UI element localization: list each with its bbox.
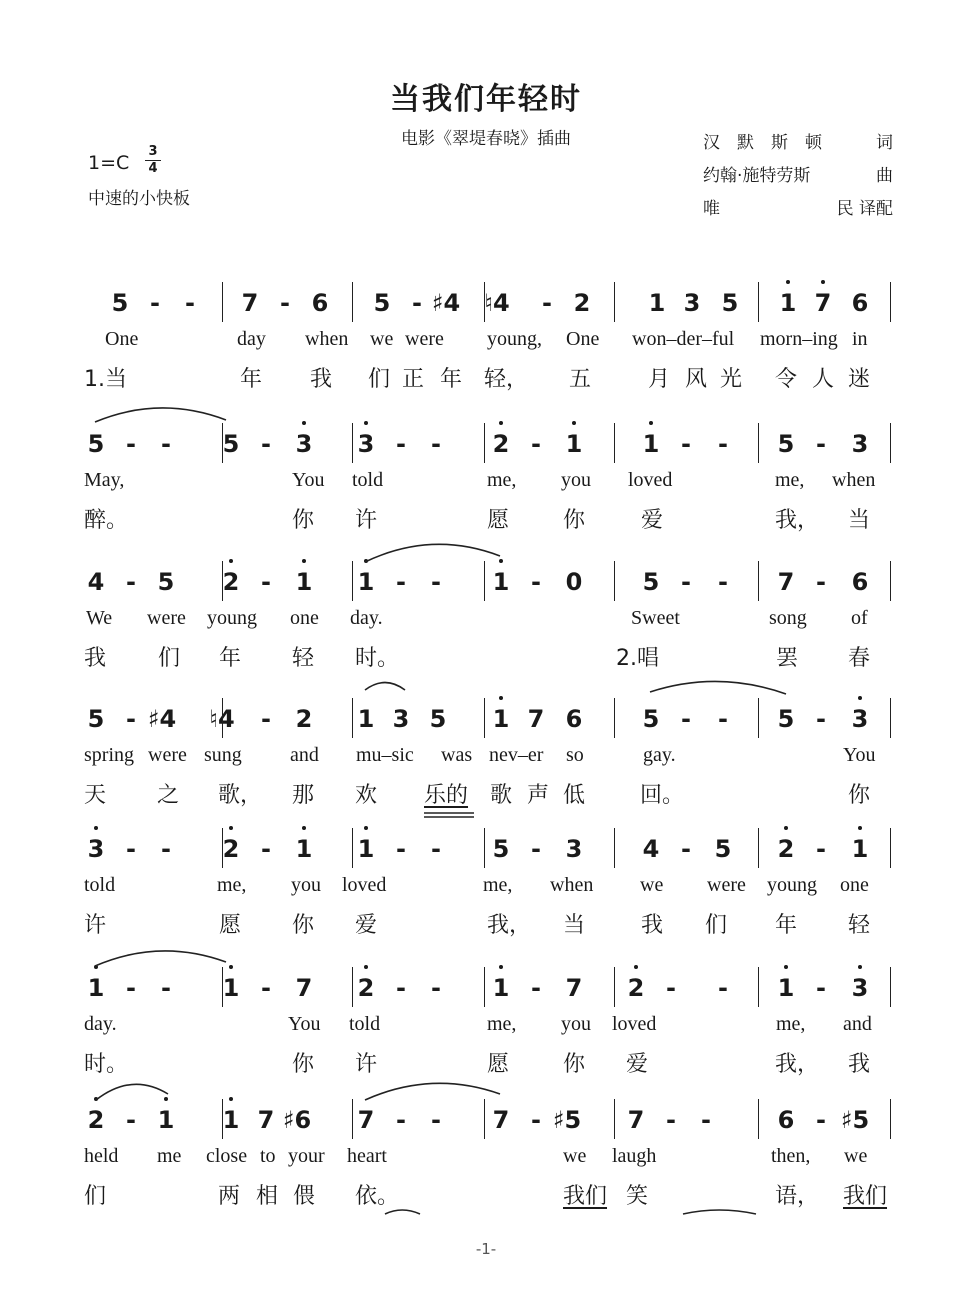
chinese-lyric: 光 [720, 367, 743, 392]
note: 1 [351, 834, 381, 864]
english-lyric: mu–sic [356, 744, 414, 766]
english-lyric: day [237, 328, 266, 350]
chinese-lyric: 们 [368, 367, 391, 392]
slur [95, 408, 226, 422]
english-lyric: then, [771, 1145, 811, 1167]
key-signature: 1=C [88, 152, 130, 174]
dash-note: - [718, 568, 728, 596]
chinese-lyric: 时。 [355, 646, 400, 671]
note: ♮4 [484, 289, 510, 317]
english-lyric: you [561, 469, 591, 491]
english-lyric: one [290, 607, 319, 629]
note: 7 [492, 1106, 510, 1134]
note: 5 [373, 289, 391, 317]
chinese-lyric: 时。 [84, 1052, 129, 1077]
chinese-lyric: 轻 [292, 646, 315, 671]
note: 1 [648, 289, 666, 317]
english-lyric: morn–ing [760, 328, 838, 350]
dash-note: - [531, 430, 541, 458]
note: 6 [851, 289, 869, 317]
dash-note: - [681, 568, 691, 596]
chinese-lyric: 乐的 [424, 783, 469, 808]
dash-note: - [816, 705, 826, 733]
english-lyric: were [148, 744, 187, 766]
chinese-lyric: 你 [292, 1052, 315, 1077]
note: 3 [81, 834, 111, 864]
dash-note: - [396, 974, 406, 1002]
english-lyric: when [305, 328, 349, 350]
english-lyric: close [206, 1145, 248, 1167]
note: ♯5 [552, 1106, 582, 1134]
chinese-lyric: 们 [84, 1184, 107, 1209]
note: 6 [851, 568, 869, 596]
dash-note: - [681, 705, 691, 733]
english-lyric: me [157, 1145, 182, 1167]
english-lyric: of [851, 607, 868, 629]
dash-note: - [816, 974, 826, 1002]
slur [365, 683, 405, 691]
note: 2 [486, 429, 516, 459]
chinese-lyric: 声 [527, 783, 550, 808]
english-lyric: nev–er [489, 744, 544, 766]
note: 7 [257, 1106, 275, 1134]
english-lyric: was [441, 744, 473, 766]
english-lyric: in [852, 328, 868, 350]
slur [650, 681, 786, 694]
dash-note: - [531, 974, 541, 1002]
english-lyric: told [349, 1013, 381, 1035]
english-lyric: Sweet [631, 607, 680, 629]
chinese-lyric: 我， [775, 508, 820, 533]
note: 7 [565, 974, 583, 1002]
english-lyric: gay. [643, 744, 676, 766]
english-lyric: you [291, 874, 321, 896]
english-lyric: when [832, 469, 876, 491]
note: 5 [721, 289, 739, 317]
english-lyric: day. [350, 607, 383, 629]
note: 2 [621, 973, 651, 1003]
note: 1 [216, 1105, 246, 1135]
chinese-lyric: 依。 [355, 1184, 400, 1209]
note: 4 [87, 568, 105, 596]
slur [365, 544, 500, 562]
chinese-lyric: 那 [292, 783, 315, 808]
chinese-lyric: 许 [355, 1052, 378, 1077]
chinese-lyric: 我们 [563, 1184, 608, 1209]
chinese-lyric: 许 [84, 913, 107, 938]
english-lyric: were [405, 328, 444, 350]
note: 5 [642, 705, 660, 733]
dash-note: - [531, 568, 541, 596]
note: 1 [351, 567, 381, 597]
english-lyric: were [147, 607, 186, 629]
note: 6 [565, 705, 583, 733]
note: 2 [771, 834, 801, 864]
english-lyric: told [84, 874, 116, 896]
credit-role: 词 [876, 133, 893, 153]
english-lyric: told [352, 469, 384, 491]
time-numerator: 3 [148, 144, 158, 159]
dash-note: - [185, 289, 195, 317]
note: 5 [111, 289, 129, 317]
dash-note: - [431, 430, 441, 458]
note: ♯6 [282, 1106, 312, 1134]
note: 3 [851, 430, 869, 458]
dash-note: - [261, 568, 271, 596]
chinese-lyric: 我们 [843, 1184, 888, 1209]
note: 5 [642, 568, 660, 596]
dash-note: - [126, 835, 136, 863]
note: 6 [311, 289, 329, 317]
slur [96, 1084, 168, 1100]
chinese-lyric: 欢 [355, 783, 378, 808]
english-lyric: your [288, 1145, 325, 1167]
chinese-lyric: 你 [848, 783, 871, 808]
note: 6 [777, 1106, 795, 1134]
note: 3 [845, 704, 875, 734]
dash-note: - [701, 1106, 711, 1134]
chinese-lyric: 我， [487, 913, 532, 938]
dash-note: - [816, 1106, 826, 1134]
english-lyric: me, [487, 469, 517, 491]
chinese-lyric: 你 [292, 508, 315, 533]
note: 1 [559, 429, 589, 459]
note: 5 [87, 430, 105, 458]
chinese-lyric: 迷 [848, 367, 871, 392]
chinese-lyric: 之 [157, 783, 180, 808]
note: ♯4 [431, 289, 461, 317]
dash-note: - [126, 568, 136, 596]
note: 7 [295, 974, 313, 1002]
note: 1 [636, 429, 666, 459]
english-lyric: were [707, 874, 746, 896]
tempo-marking: 中速的小快板 [88, 189, 190, 209]
english-lyric: spring [84, 744, 134, 766]
dash-note: - [261, 705, 271, 733]
english-lyric: young [207, 607, 257, 629]
chinese-lyric: 愿 [487, 1052, 510, 1077]
english-lyric: so [566, 744, 584, 766]
note: 5 [87, 705, 105, 733]
dash-note: - [126, 430, 136, 458]
dash-note: - [431, 835, 441, 863]
note: 1 [771, 973, 801, 1003]
english-lyric: sung [204, 744, 242, 766]
note: ♯5 [840, 1106, 870, 1134]
note: ♯4 [147, 705, 177, 733]
chinese-lyric: 你 [292, 913, 315, 938]
chinese-lyric: 我 [848, 1052, 871, 1077]
chinese-lyric: 轻， [484, 367, 529, 392]
note: 1 [486, 567, 516, 597]
english-lyric: won–der–ful [632, 328, 735, 350]
chinese-lyric: 天 [84, 783, 107, 808]
dash-note: - [396, 568, 406, 596]
english-lyric: me, [775, 469, 805, 491]
chinese-lyric: 我 [310, 367, 333, 392]
chinese-lyric: 爱 [641, 508, 664, 533]
chinese-lyric: 春 [848, 646, 871, 671]
chinese-lyric: 许 [355, 508, 378, 533]
dash-note: - [666, 974, 676, 1002]
dash-note: - [150, 289, 160, 317]
english-lyric: and [843, 1013, 872, 1035]
note: 7 [527, 705, 545, 733]
chinese-lyric: 笑 [626, 1184, 649, 1209]
english-lyric: young, [487, 328, 542, 350]
dash-note: - [718, 974, 728, 1002]
page-number: -1- [475, 1240, 497, 1258]
credit-name: 唯 [703, 199, 720, 219]
english-lyric: me, [217, 874, 247, 896]
chinese-lyric: 罢 [776, 646, 799, 671]
english-lyric: and [290, 744, 319, 766]
chinese-lyric: 年 [219, 646, 242, 671]
chinese-lyric: 人 [812, 367, 835, 392]
note: 3 [351, 429, 381, 459]
note: 5 [714, 835, 732, 863]
english-lyric: me, [483, 874, 513, 896]
note: 1 [81, 973, 111, 1003]
english-lyric: me, [776, 1013, 806, 1035]
note: 7 [777, 568, 795, 596]
chinese-lyric: 们 [705, 913, 728, 938]
note: 7 [808, 288, 838, 318]
note: ♮4 [209, 705, 235, 733]
dash-note: - [531, 1106, 541, 1134]
dash-note: - [681, 835, 691, 863]
note: 4 [642, 835, 660, 863]
note: 1 [216, 973, 246, 1003]
english-lyric: we [370, 328, 394, 350]
chinese-lyric: 风 [685, 367, 708, 392]
dash-note: - [718, 430, 728, 458]
english-lyric: One [566, 328, 600, 350]
dash-note: - [161, 974, 171, 1002]
note: 1 [845, 834, 875, 864]
note: 1 [486, 973, 516, 1003]
english-lyric: me, [487, 1013, 517, 1035]
chinese-lyric: 愿 [487, 508, 510, 533]
dash-note: - [431, 1106, 441, 1134]
english-lyric: loved [342, 874, 387, 896]
english-lyric: We [86, 607, 113, 629]
dash-note: - [396, 1106, 406, 1134]
note: 0 [565, 568, 583, 596]
dash-note: - [542, 289, 552, 317]
chinese-lyric: 愿 [219, 913, 242, 938]
dash-note: - [412, 289, 422, 317]
chinese-lyric: 我 [84, 646, 107, 671]
dash-note: - [261, 430, 271, 458]
note: 2 [81, 1105, 111, 1135]
english-lyric: heart [347, 1145, 387, 1167]
dash-note: - [161, 835, 171, 863]
chinese-lyric: 爱 [355, 913, 378, 938]
note: 5 [222, 430, 240, 458]
note: 1 [486, 704, 516, 734]
english-lyric: loved [628, 469, 673, 491]
dash-note: - [816, 568, 826, 596]
note: 2 [573, 289, 591, 317]
note: 2 [216, 834, 246, 864]
dash-note: - [666, 1106, 676, 1134]
chinese-lyric: 爱 [626, 1052, 649, 1077]
english-lyric: we [844, 1145, 868, 1167]
note: 3 [392, 705, 410, 733]
chinese-lyric: 轻 [848, 913, 871, 938]
note: 5 [777, 430, 795, 458]
chinese-lyric: 2.唱 [616, 646, 659, 671]
dash-note: - [681, 430, 691, 458]
english-lyric: One [105, 328, 139, 350]
credit-name: 约翰·施特劳斯 [703, 166, 811, 186]
dash-note: - [280, 289, 290, 317]
note: 1 [357, 705, 375, 733]
song-subtitle: 电影《翠堤春晓》插曲 [401, 129, 571, 149]
chinese-lyric: 我， [775, 1052, 820, 1077]
note: 3 [845, 973, 875, 1003]
note: 1 [289, 567, 319, 597]
chinese-lyric: 1.当 [84, 367, 127, 392]
chinese-lyric: 语， [775, 1184, 820, 1209]
chinese-lyric: 当 [563, 913, 586, 938]
dash-note: - [126, 974, 136, 1002]
slur [683, 1210, 756, 1214]
chinese-lyric: 回。 [640, 783, 685, 808]
note: 5 [429, 705, 447, 733]
time-denominator: 4 [148, 161, 158, 176]
note: 2 [216, 567, 246, 597]
dash-note: - [431, 568, 441, 596]
chinese-lyric: 年 [775, 913, 798, 938]
english-lyric: one [840, 874, 869, 896]
note: 5 [777, 705, 795, 733]
dash-note: - [431, 974, 441, 1002]
dash-note: - [816, 430, 826, 458]
dash-note: - [161, 430, 171, 458]
english-lyric: you [561, 1013, 591, 1035]
note: 2 [295, 705, 313, 733]
english-lyric: May, [84, 469, 125, 491]
english-lyric: You [292, 469, 325, 491]
chinese-lyric: 醉。 [84, 508, 129, 533]
chinese-lyric: 你 [563, 1052, 586, 1077]
note: 3 [289, 429, 319, 459]
note: 2 [351, 973, 381, 1003]
note: 3 [565, 835, 583, 863]
note: 7 [241, 289, 259, 317]
dash-note: - [261, 974, 271, 1002]
slur [385, 1210, 420, 1214]
dash-note: - [396, 430, 406, 458]
dash-note: - [718, 705, 728, 733]
english-lyric: held [84, 1145, 119, 1167]
chinese-lyric: 相 [256, 1184, 279, 1209]
english-lyric: we [640, 874, 664, 896]
english-lyric: song [769, 607, 807, 629]
credit-name: 汉 默 斯 顿 [703, 133, 822, 153]
chinese-lyric: 我 [641, 913, 664, 938]
note: 1 [773, 288, 803, 318]
english-lyric: You [288, 1013, 321, 1035]
english-lyric: young [767, 874, 817, 896]
dash-note: - [126, 1106, 136, 1134]
chinese-lyric: 当 [848, 508, 871, 533]
dash-note: - [396, 835, 406, 863]
dash-note: - [126, 705, 136, 733]
note: 7 [357, 1106, 375, 1134]
chinese-lyric: 偎 [293, 1184, 316, 1209]
chinese-lyric: 五 [569, 367, 592, 392]
chinese-lyric: 正 [402, 367, 425, 392]
dash-note: - [261, 835, 271, 863]
english-lyric: day. [84, 1013, 117, 1035]
song-title: 当我们年轻时 [390, 82, 582, 117]
chinese-lyric: 们 [158, 646, 181, 671]
chinese-lyric: 歌， [218, 783, 263, 808]
note: 1 [151, 1105, 181, 1135]
note: 1 [289, 834, 319, 864]
slur [95, 951, 226, 966]
chinese-lyric: 低 [563, 783, 586, 808]
credit-role: 民 译配 [836, 199, 893, 219]
chinese-lyric: 你 [563, 508, 586, 533]
english-lyric: laugh [612, 1145, 657, 1167]
credit-role: 曲 [876, 166, 893, 186]
english-lyric: You [843, 744, 876, 766]
note: 7 [627, 1106, 645, 1134]
chinese-lyric: 两 [218, 1184, 241, 1209]
english-lyric: we [563, 1145, 587, 1167]
slur [365, 1083, 500, 1100]
dash-note: - [531, 835, 541, 863]
chinese-lyric: 年 [240, 367, 263, 392]
note: 3 [683, 289, 701, 317]
note: 5 [492, 835, 510, 863]
chinese-lyric: 歌 [490, 783, 513, 808]
english-lyric: when [550, 874, 594, 896]
english-lyric: loved [612, 1013, 657, 1035]
chinese-lyric: 年 [440, 367, 463, 392]
note: 5 [157, 568, 175, 596]
chinese-lyric: 月 [648, 367, 671, 392]
dash-note: - [816, 835, 826, 863]
english-lyric: to [260, 1145, 276, 1167]
chinese-lyric: 令 [775, 367, 798, 392]
